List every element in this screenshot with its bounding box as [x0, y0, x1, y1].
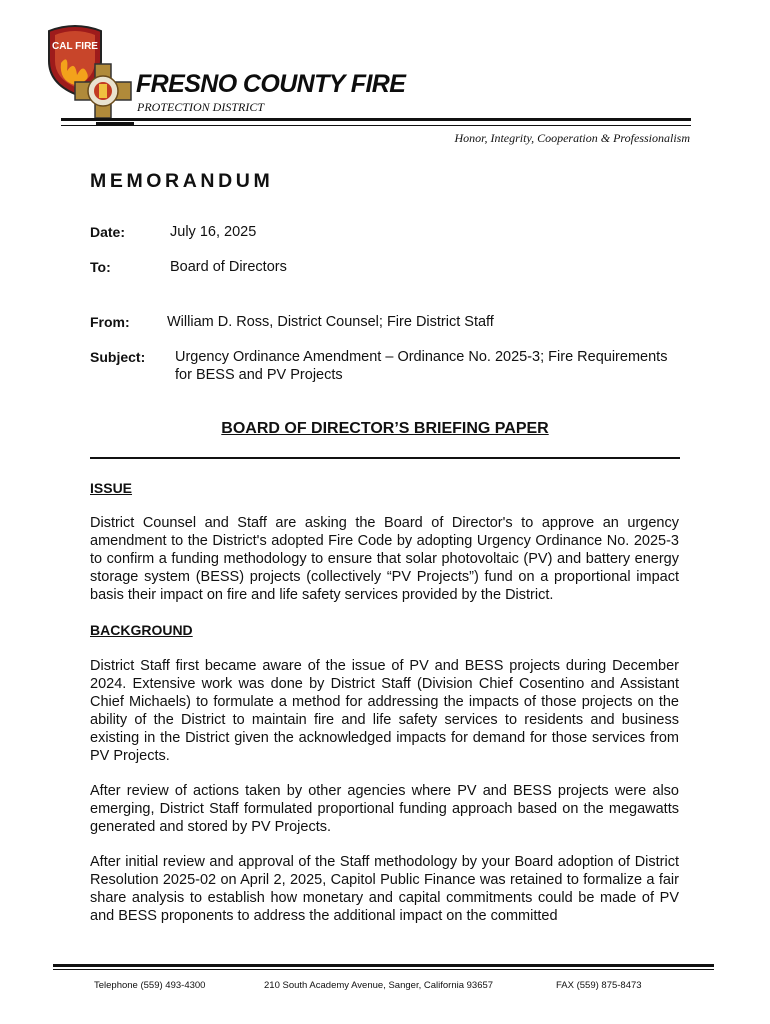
background-paragraph-2: After review of actions taken by other agencies where PV and BESS projects were also emerging, District Staff formulated proportional funding approach based on the megawatts generated and stored by PV Projects. [90, 783, 679, 835]
background-heading: BACKGROUND [90, 622, 193, 638]
background-paragraph-1: District Staff first became aware of the issue of PV and BESS projects during December 2024. Extensive work was done by District Staff (Division Chief Cosentino and Assistant Chief Michaels) to formulate a method for addressing the impacts of those projects on the ability of the District to maintain fire and life safety services to residents and business existing in the District given the acknowledged impacts for demand for those services from PV Projects. [90, 658, 679, 764]
issue-heading: ISSUE [90, 480, 133, 496]
from-value: William D. Ross, District Counsel; Fire District Staff [167, 314, 494, 330]
organization-subtitle: PROTECTION DISTRICT [137, 100, 265, 114]
footer-rule-thick [53, 964, 714, 967]
footer-fax: FAX (559) 875-8473 [556, 980, 642, 991]
memo-title: MEMORANDUM [90, 170, 274, 192]
footer-telephone: Telephone (559) 493-4300 [94, 980, 206, 991]
subject-label: Subject: [90, 349, 146, 365]
footer-address: 210 South Academy Avenue, Sanger, California 93657 [264, 980, 494, 991]
subject-line-2: for BESS and PV Projects [175, 367, 343, 383]
motto: Honor, Integrity, Cooperation & Professionalism [454, 131, 690, 145]
organization-name: FRESNO COUNTY FIRE [136, 70, 406, 98]
fire-district-emblem [73, 62, 133, 120]
header-rule-thin [61, 125, 691, 126]
to-label: To: [90, 259, 111, 275]
from-label: From: [90, 314, 130, 330]
footer-rule-thin [53, 969, 714, 970]
subject-line-1: Urgency Ordinance Amendment – Ordinance No. 2025-3; Fire Requirements [175, 349, 668, 365]
briefing-title: BOARD OF DIRECTOR’S BRIEFING PAPER [221, 420, 549, 437]
date-label: Date: [90, 224, 126, 240]
svg-text:CAL FIRE: CAL FIRE [52, 41, 98, 52]
issue-paragraph: District Counsel and Staff are asking the Board of Director's to approve an urgency amendment to the District's adopted Fire Code by adopting Urgency Ordinance No. 2025-3 to confirm a funding methodology to ensure that solar photovoltaic (PV) and battery energy storage system (BESS) projects (collectively “PV Projects”) fund on a proportional impact basis their impact on fire and life safety services provided by the District. [90, 515, 679, 603]
date-value: July 16, 2025 [170, 224, 257, 240]
to-value: Board of Directors [170, 259, 287, 275]
header-rule-thick [61, 118, 691, 121]
section-divider [90, 457, 680, 459]
background-paragraph-3: After initial review and approval of the Staff methodology by your Board adoption of District Resolution 2025-02 on April 2, 2025, Capitol Public Finance was retained to formalize a fair share analysis to establish how monetary and capital commitments could be made of PV and BESS proponents to address the additional impact on the committed [90, 854, 679, 924]
